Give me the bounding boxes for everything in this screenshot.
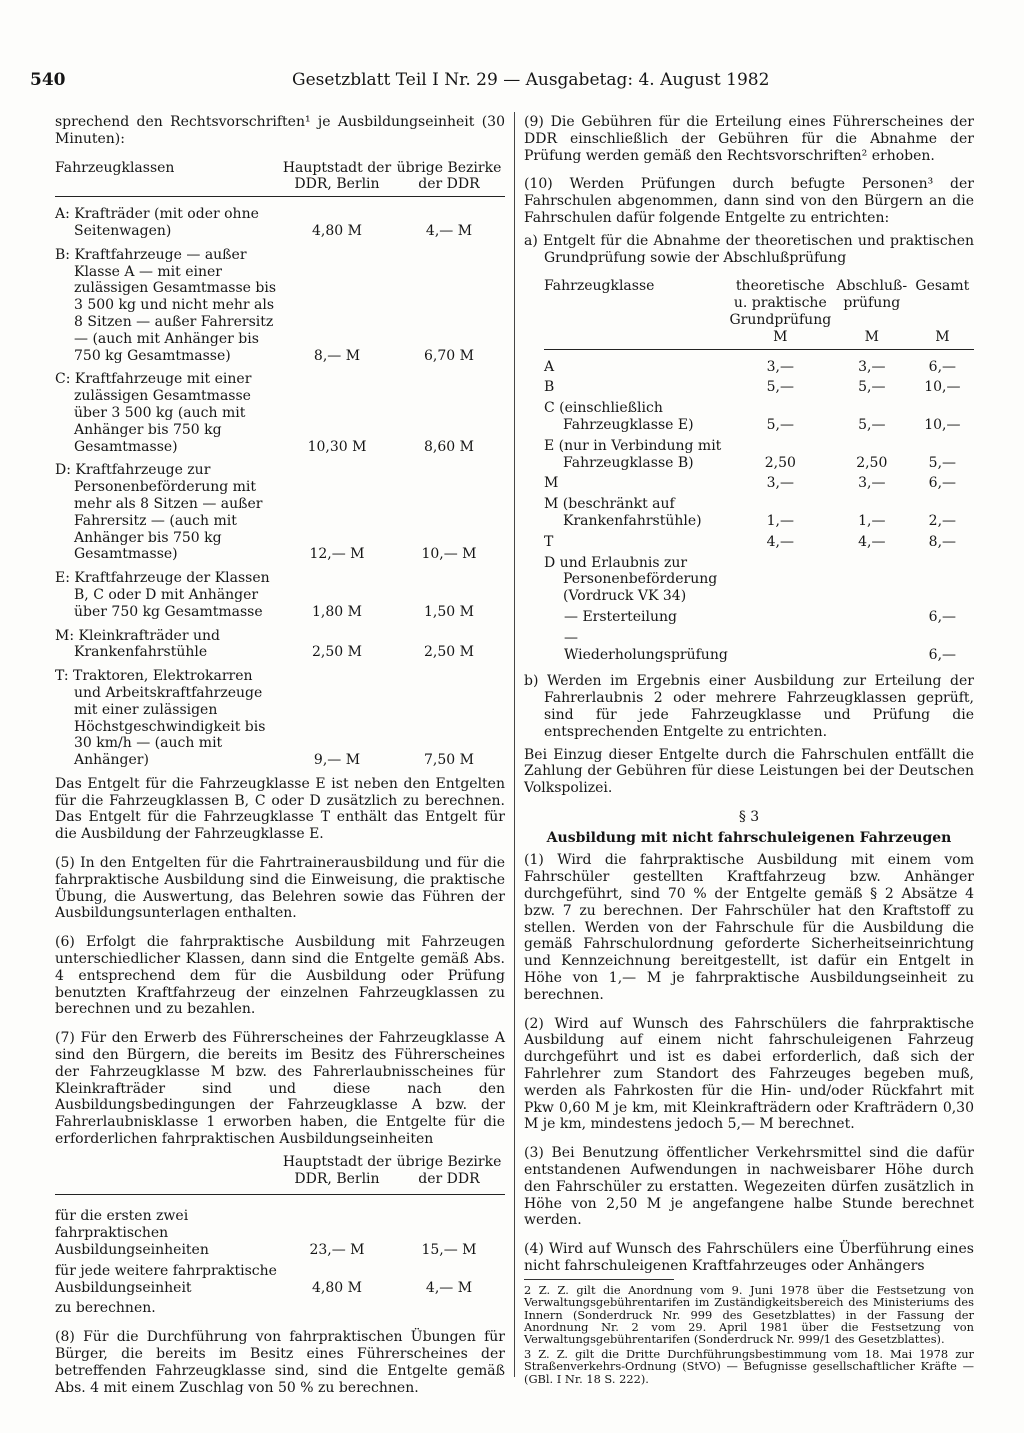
training-fee-table — [55, 160, 505, 776]
table-row — [544, 379, 974, 400]
row-basic: 2,50 — [764, 454, 796, 471]
row-total: 2,— — [928, 512, 957, 529]
row-label: — Wiederholungsprüfung — [564, 629, 728, 663]
row-basic: 5,— — [766, 379, 794, 396]
row-final: 5,— — [858, 416, 886, 433]
row-label: für jede weitere fahrpraktische Ausbildungseinheit — [55, 1262, 277, 1296]
page-header — [30, 72, 980, 98]
to-calculate-text: zu berechnen. — [55, 1300, 156, 1317]
row-label: T: Traktoren, Elektrokarren und Arbeitskraftfahrzeuge mit einer zulässigen Höchstgeschwindigkeit bis 30 km/h — (auch mit Anhänger) — [55, 668, 266, 769]
column-divider — [514, 112, 515, 1377]
section3-paragraph-2: (2) Wird auf Wunsch des Fahrschülers die fahrpraktische Ausbildung auf einem nicht fahrschuleigenen Fahrzeug durchgeführt und ist es dabei erforderlich, daß sich der Fahrlehrer zum Standort des Fahrzeuges begeben muß, werden als Fahrkosten für die Hin- und/oder Rückfahrt mit Pkw 0,60 M je km, mit Kleinkrafträdern oder Krafträdern 0,30 M je km, mindestens jedoch 5,— M berechnet. — [524, 1015, 974, 1133]
row-final: 3,— — [858, 358, 886, 375]
header-berlin: Hauptstadt der DDR, Berlin — [282, 159, 392, 193]
table-row — [55, 206, 505, 247]
row-label: E: Kraftfahrzeuge der Klassen B, C oder D mit Anhänger über 750 kg Gesamtmasse — [55, 570, 270, 620]
header-vehicle-classes: Fahrzeugklassen — [55, 159, 175, 176]
row-basic: 5,— — [766, 416, 794, 433]
row-label: B: Kraftfahrzeuge — außer Klasse A — mit einer zulässigen Gesamtmasse bis 3 500 kg und nicht mehr als 8 Sitzen — außer Fahrersitz — (auch mit Anhänger bis 750 kg Gesamtmasse) — [55, 246, 277, 364]
row-final: 5,— — [858, 379, 886, 396]
row-label: A — [544, 358, 555, 375]
row-berlin: 2,50 M — [312, 644, 362, 661]
row-label: M: Kleinkrafträder und Krankenfahrstühle — [55, 627, 220, 661]
paragraph-5: (5) In den Entgelten für die Fahrtrainerausbildung und für die fahrpraktische Ausbildung sind die Einweisung, die praktische Übung, die Auswertung, das Belehren sowie das Führen der Ausbildungsunterlagen enthalten. — [55, 855, 505, 922]
row-districts: 4,— M — [425, 1279, 473, 1296]
section3-paragraph-1: (1) Wird die fahrpraktische Ausbildung mit einem vom Fahrschüler gestellten Kraftfahrzeug bzw. Anhänger durchgeführt, sind 70 % der Entgelte gemäß § 2 Absätze 4 bzw. 7 zu berechnen. Der Fahrschüler hat den Kraftstoff zu stellen. Werden von der Fahrschule für die Ausbildung die gemäß Fahrschulordnung geforderte Sicherheitseinrichtung und Kennzeichnung bereitgestellt, ist dafür ein Entgelt in Höhe von 1,— M je fahrpraktische Ausbildungseinheit zu berechnen. — [524, 852, 974, 1003]
table-header-row — [55, 1154, 505, 1192]
right-column — [524, 114, 974, 1385]
table-row — [544, 400, 974, 438]
left-column — [55, 114, 505, 1396]
row-total: 6,— — [928, 646, 957, 663]
table-row — [544, 475, 974, 496]
row-districts: 10,— M — [421, 546, 477, 563]
row-label: M — [544, 475, 559, 492]
row-total: 6,— — [928, 358, 957, 375]
table-rule — [544, 349, 974, 350]
table-row — [55, 628, 505, 669]
row-districts: 1,50 M — [424, 603, 474, 620]
header-title: Gesetzblatt Teil I Nr. 29 — Ausgabetag: 4. August 1982 — [292, 70, 770, 90]
table-row — [55, 1263, 505, 1301]
row-basic — [728, 630, 833, 668]
row-total: 6,— — [928, 608, 957, 625]
paragraph-8: (8) Für die Durchführung von fahrpraktischen Übungen für Bürger, die bereits im Besitz eines Führerscheines der betreffenden Fahrzeugklasse sind, sind die Entgelte gemäß Abs. 4 mit einem Zuschlag von 50 % zu berechnen. — [55, 1329, 505, 1396]
row-label: C (einschließlich Fahrzeugklasse E) — [544, 400, 694, 433]
unit-label: M — [773, 328, 788, 345]
row-districts: 8,60 M — [424, 438, 474, 455]
row-basic: 3,— — [766, 475, 794, 492]
class-a-fee-table — [55, 1154, 505, 1301]
table-row — [544, 630, 974, 668]
row-total: 8,— — [928, 533, 957, 550]
row-final: 3,— — [858, 475, 886, 492]
row-label: D: Kraftfahrzeuge zur Personenbeförderung mit mehr als 8 Sitzen — außer Fahrersitz — (auch mit Anhänger bis 750 kg Gesamtmasse) — [55, 462, 263, 563]
row-basic: 3,— — [766, 358, 794, 375]
section-title: Ausbildung mit nicht fahrschuleigenen Fahrzeugen — [546, 829, 952, 846]
footnote-2: 2 Z. Z. gilt die Anordnung vom 9. Juni 1978 über die Festsetzung von Verwaltungsgebührentarifen im Zuständigkeitsbereich des Ministeriums des Innern (Sonderdruck Nr. 999 des Gesetzblattes) in der Fassung der Anordnung Nr. 2 vom 29. April 1981 über die Festsetzung von Verwaltungsgebührentarifen (Sonderdruck Nr. 999/1 des Gesetzblattes). — [524, 1282, 974, 1347]
unit-label: M — [935, 328, 950, 345]
row-label: — Ersterteilung — [564, 608, 678, 625]
table-row — [544, 555, 974, 609]
row-total: 10,— — [924, 379, 961, 396]
table-row — [55, 668, 505, 776]
paragraph-7: (7) Für den Erwerb des Führerscheines der Fahrzeugklasse A sind den Bürgern, die bereits im Besitz des Führerscheines der Fahrzeugklasse M bzw. des Fahrerlaubnisscheines für Kleinkrafträder sind und diese nach den Ausbildungsbedingungen der Fahrzeugklasse A bzw. der Fahrerlaubnisklasse 1 erworben haben, die Entgelte für die erforderlichen fahrpraktischen Ausbildungseinheiten — [55, 1030, 505, 1148]
row-basic: 1,— — [766, 512, 794, 529]
row-label: D und Erlaubnis zur Personenbeförderung (Vordruck VK 34) — [544, 554, 718, 605]
row-label: B — [544, 379, 555, 396]
row-total: 10,— — [924, 416, 961, 433]
row-districts: 2,50 M — [424, 644, 474, 661]
row-basic — [728, 555, 833, 609]
row-districts: 15,— M — [421, 1242, 477, 1259]
unit-row — [544, 329, 974, 346]
row-basic — [728, 609, 833, 630]
row-label: für die ersten zwei fahrpraktischen Ausbildungseinheiten — [55, 1208, 209, 1259]
table-row — [55, 462, 505, 570]
table-row — [544, 609, 974, 630]
table-row — [55, 570, 505, 627]
collection-paragraph: Bei Einzug dieser Entgelte durch die Fahrschulen entfällt die Zahlung der Gebühren für diese Leistungen bei der Deutschen Volkspolizei. — [524, 746, 974, 797]
table-row — [544, 359, 974, 380]
class-e-paragraph: Das Entgelt für die Fahrzeugklasse E ist neben den Entgelten für die Fahrzeugklassen B, C oder D zusätzlich zu berechnen. Das Entgelt für die Fahrzeugklasse T enthält das Entgelt für die Ausbildung der Fahrzeugklasse E. — [55, 775, 505, 843]
row-districts: 6,70 M — [424, 347, 474, 364]
intro-paragraph: sprechend den Rechtsvorschriften¹ je Ausbildungseinheit (30 Minuten): — [55, 114, 505, 147]
row-berlin: 10,30 M — [307, 438, 367, 455]
table-header-row — [544, 278, 974, 328]
header-districts: übrige Bezirke der DDR — [396, 159, 502, 193]
paragraph-6: (6) Erfolgt die fahrpraktische Ausbildung mit Fahrzeugen unterschiedlicher Klassen, dann sind die Entgelte gemäß Abs. 4 entsprechend dem für die Ausbildung oder Prüfung benutzten Kraftfahrzeug der einzelnen Fahrzeugklassen zu berechnen und zu bezahlen. — [55, 934, 505, 1018]
row-berlin: 8,— M — [313, 347, 361, 364]
paragraph-10: (10) Werden Prüfungen durch befugte Personen³ der Fahrschulen abgenommen, dann sind von den Bürgern an die Fahrschulen dafür folgende Entgelte zu entrichten: — [524, 176, 974, 226]
paragraph-9: (9) Die Gebühren für die Erteilung eines Führerscheines der DDR einschließlich der Gebühren für die Abnahme der Prüfung werden gemäß den Rechtsvorschriften² erhoben. — [524, 114, 974, 164]
row-berlin: 23,— M — [309, 1242, 365, 1259]
row-final — [833, 609, 911, 630]
row-total — [911, 555, 974, 609]
item-b: b) Werden im Ergebnis einer Ausbildung zur Erteilung der Fahrerlaubnis 2 oder mehrere Fahrzeugklassen geprüft, sind für jede Fahrzeugklasse und Prüfung die entsprechenden Entgelte zu entrichten. — [524, 673, 974, 740]
section3-paragraph-4: (4) Wird auf Wunsch des Fahrschülers eine Überführung eines nicht fahrschuleigenen Kraftfahrzeuges oder Anhängers — [524, 1241, 974, 1275]
footnote-separator — [524, 1279, 674, 1280]
row-final: 1,— — [858, 512, 886, 529]
header-total: Gesamt — [915, 278, 970, 295]
row-berlin: 4,80 M — [312, 1279, 362, 1296]
row-final — [833, 555, 911, 609]
header-basic-exam: theoretische u. praktische Grundprüfung — [729, 278, 832, 328]
row-label: C: Kraftfahrzeuge mit einer zulässigen Gesamtmasse über 3 500 kg (auch mit Anhänger bis 750 kg Gesamtmasse) — [55, 371, 252, 455]
footnote-3: 3 Z. Z. gilt die Dritte Durchführungsbestimmung vom 18. Mai 1978 zur Straßenverkehrs-Ordnung (StVO) — Befugnisse gesellschaftlicher Kräfte — (GBl. I Nr. 18 S. 222). — [524, 1346, 974, 1386]
row-final: 4,— — [858, 533, 886, 550]
table-row — [55, 1208, 505, 1262]
row-basic: 4,— — [766, 533, 794, 550]
table-row — [55, 247, 505, 372]
section-number: § 3 — [738, 808, 760, 825]
row-total: 5,— — [928, 454, 957, 471]
item-a: a) Entgelt für die Abnahme der theoretischen und praktischen Grundprüfung sowie der Abschlußprüfung — [524, 232, 974, 266]
table-rule — [55, 196, 505, 197]
row-districts: 7,50 M — [424, 752, 474, 769]
row-berlin: 1,80 M — [312, 603, 362, 620]
table-rule — [55, 1194, 505, 1195]
table-header-row — [55, 160, 505, 194]
row-label: M (beschränkt auf Krankenfahrstühle) — [544, 496, 702, 529]
row-districts: 4,— M — [425, 222, 473, 239]
row-final: 2,50 — [856, 454, 888, 471]
row-label: E (nur in Verbindung mit Fahrzeugklasse B) — [544, 437, 722, 471]
row-label: T — [544, 533, 554, 550]
table-row — [544, 438, 974, 476]
page-number: 540 — [30, 70, 66, 90]
row-berlin: 12,— M — [309, 546, 365, 563]
header-final-exam: Abschluß-prüfung — [836, 278, 908, 312]
row-berlin: 4,80 M — [312, 222, 362, 239]
unit-label: M — [864, 328, 879, 345]
row-label: A: Krafträder (mit oder ohne Seitenwagen) — [55, 206, 259, 239]
header-vehicle-class: Fahrzeugklasse — [544, 278, 655, 295]
header-districts: übrige Bezirke der DDR — [396, 1153, 502, 1187]
row-berlin: 9,— M — [313, 752, 361, 769]
table-row — [55, 371, 505, 462]
table-row — [544, 496, 974, 534]
exam-fee-table — [544, 278, 974, 667]
section3-paragraph-3: (3) Bei Benutzung öffentlicher Verkehrsmittel sind die dafür entstandenen Aufwendungen in nachweisbarer Höhe durch den Fahrschüler zu erstatten. Wegezeiten dürfen zusätzlich in Höhe von 2,50 M je angefangene halbe Stunde berechnet werden. — [524, 1145, 974, 1229]
header-berlin: Hauptstadt der DDR, Berlin — [282, 1153, 392, 1187]
row-total: 6,— — [928, 475, 957, 492]
row-final — [833, 630, 911, 668]
table-row — [544, 534, 974, 555]
